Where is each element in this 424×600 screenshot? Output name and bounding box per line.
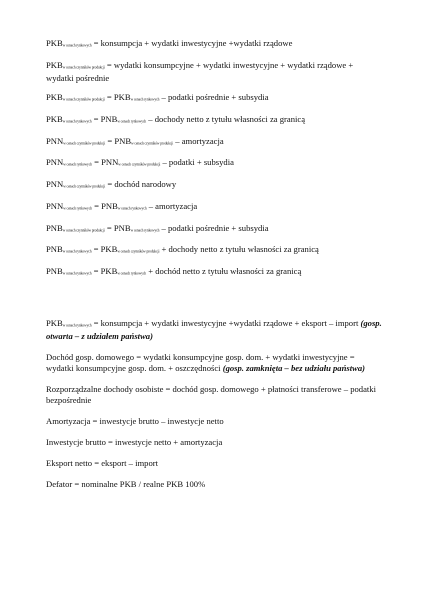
formula-line [46, 38, 382, 52]
formula-text: PNB [46, 222, 63, 233]
formula-line [46, 266, 382, 280]
formula-text: – podatki + subsydia [160, 157, 234, 168]
formula-section-economy [46, 318, 382, 491]
formula-text: + dochody netto z tytułu własności za granicą [159, 244, 319, 255]
formula-subscript: w cenach czynników produkcji [118, 163, 161, 168]
formula-subscript: w cenach czynników produkcji [62, 98, 105, 103]
formula-text: = konsumpcja + wydatki inwestycyjne +wydatki rządowe + eksport – import [91, 317, 361, 328]
formula-text: + dochód netto z tytułu własności za granicą [146, 265, 302, 276]
formula-line [46, 479, 382, 490]
formula-subscript: w cenach rynkowych [63, 163, 92, 168]
formula-line [46, 352, 382, 374]
formula-text: – podatki pośrednie + subsydia [159, 92, 269, 103]
formula-text: PNN [46, 135, 64, 146]
formula-line [46, 437, 382, 448]
formula-text: PKB [46, 114, 63, 125]
formula-text: Dochód gosp. domowego = wydatki konsumpcyjne gosp. dom. + wydatki inwestycyjne = wydatki konsumpcyjne gosp. dom. + oszczędności [46, 352, 355, 374]
formula-note: (gosp. otwarta – z udziałem państwa) [46, 317, 382, 342]
formula-subscript: w cenach rynkowych [117, 271, 147, 276]
formula-line [46, 136, 382, 150]
formula-text: = PNB [104, 222, 131, 233]
formula-line [46, 157, 382, 171]
formula-text: Defator = nominalne PKB / realne PKB 100% [46, 479, 206, 490]
formula-line [46, 179, 382, 193]
formula-subscript: w cenach rynkowych [117, 206, 147, 211]
formula-line [46, 384, 382, 406]
formula-line [46, 92, 382, 106]
formula-line [46, 223, 382, 237]
formula-text: Rozporządzalne dochody osobiste = dochód gosp. domowego + płatności transferowe – podatki bezpośrednie [46, 384, 376, 406]
formula-subscript: w cenach rynkowych [62, 249, 92, 254]
formula-subscript: w cenach rynkowych [62, 43, 92, 48]
formula-text: PNB [46, 265, 63, 276]
formula-subscript: w cenach rynkowych [62, 323, 92, 328]
formula-text: = konsumpcja + wydatki inwestycyjne +wydatki rządowe [91, 38, 293, 48]
formula-text: = PNB [91, 114, 118, 125]
formula-section-national-accounts [46, 38, 382, 280]
formula-subscript: w cenach czynników produkcji [62, 228, 105, 233]
formula-line [46, 318, 382, 343]
formula-subscript: w cenach czynników produkcji [117, 249, 160, 254]
formula-text: Eksport netto = eksport – import [46, 458, 159, 469]
formula-text: – podatki pośrednie + subsydia [159, 222, 269, 233]
formula-line [46, 201, 382, 215]
formula-text: PKB [46, 92, 63, 103]
formula-subscript: w cenach rynkowych [130, 98, 160, 103]
formula-subscript: w cenach czynników produkcji [63, 184, 106, 189]
formula-subscript: w cenach rynkowych [117, 119, 147, 124]
formula-line [46, 416, 382, 427]
formula-note: (gosp. zamknięta – bez udziału państwa) [222, 363, 365, 374]
formula-subscript: w cenach rynkowych [62, 119, 92, 124]
formula-text: PKB [46, 317, 63, 328]
formula-text: = wydatki konsumpcyjne + wydatki inwestycyjne + wydatki rządowe + wydatki pośrednie [46, 59, 354, 84]
formula-text: PNN [46, 179, 64, 190]
formula-line [46, 244, 382, 258]
formula-subscript: w cenach rynkowych [130, 228, 160, 233]
formula-text: = PKB [91, 265, 118, 276]
section-spacer [46, 288, 382, 318]
formula-text: PNB [46, 244, 63, 255]
document-content [46, 38, 382, 500]
formula-text: PKB [46, 38, 63, 48]
formula-subscript: w cenach rynkowych [62, 271, 92, 276]
formula-subscript: w cenach rynkowych [63, 206, 92, 211]
formula-line [46, 458, 382, 469]
formula-text: PNN [46, 200, 64, 211]
formula-subscript: w cenach czynników produkcji [62, 65, 105, 70]
formula-text: – dochody netto z tytułu własności za granicą [146, 114, 306, 125]
formula-text: Inwestycje brutto = inwestycje netto + amortyzacja [46, 437, 223, 448]
formula-subscript: w cenach czynników produkcji [63, 141, 106, 146]
formula-text: Amortyzacja = inwestycje brutto – inwestycje netto [46, 416, 224, 427]
formula-text: = dochód narodowy [105, 179, 177, 190]
formula-text: = PNB [105, 135, 132, 146]
formula-text: PNN [46, 157, 64, 168]
formula-text: – amortyzacja [173, 135, 224, 146]
formula-line [46, 60, 382, 85]
formula-text: = PKB [104, 92, 131, 103]
formula-text: = PNB [91, 200, 118, 211]
formula-subscript: w cenach czynników produkcji [131, 141, 174, 146]
formula-line [46, 114, 382, 128]
formula-text: – amortyzacja [146, 200, 198, 211]
formula-text: = PKB [91, 244, 118, 255]
formula-text: PKB [46, 59, 63, 70]
formula-text: = PNN [91, 157, 119, 168]
